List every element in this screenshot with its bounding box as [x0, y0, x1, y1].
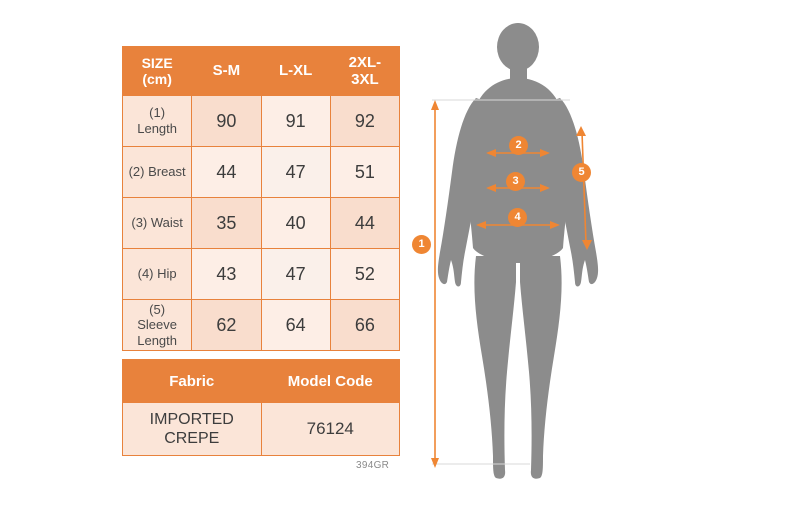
row-label-line1: (2) Breast — [128, 164, 186, 180]
header-size-line1: SIZE — [141, 54, 173, 71]
fabric-value-line1: IMPORTED — [149, 410, 234, 428]
table-row — [123, 198, 400, 249]
cell-hip-l-xl: 47 — [261, 249, 330, 300]
cell-model-code-value: 76124 — [261, 403, 400, 456]
header-cell-size — [123, 47, 192, 96]
cell-breast-2xl-3xl: 51 — [330, 147, 399, 198]
table-row — [123, 300, 400, 351]
cell-waist-l-xl: 40 — [261, 198, 330, 249]
fabric-value-row — [123, 403, 400, 456]
row-label-line1: (1) — [149, 105, 166, 121]
cell-fabric-value — [123, 403, 262, 456]
row-label-line2: Length — [137, 121, 177, 136]
cell-sleeve-s-m: 62 — [192, 300, 261, 351]
header-cell-model-code: Model Code — [261, 360, 400, 403]
sku-label: 394GR — [356, 460, 390, 471]
row-label-line1: (3) Waist — [131, 215, 183, 231]
cell-hip-2xl-3xl: 52 — [330, 249, 399, 300]
marker-5: 5 — [572, 163, 591, 182]
cell-sleeve-2xl-3xl: 66 — [330, 300, 399, 351]
header-cell-2xl-3xl: 2XL- 3XL — [330, 47, 399, 96]
size-table-container — [122, 46, 400, 456]
size-table — [122, 46, 400, 351]
header-cell-s-m: S-M — [192, 47, 261, 96]
cell-waist-s-m: 35 — [192, 198, 261, 249]
row-label-hip — [123, 249, 192, 300]
cell-length-l-xl: 91 — [261, 96, 330, 147]
header-cell-fabric: Fabric — [123, 360, 262, 403]
marker-1: 1 — [412, 235, 431, 254]
row-label-length — [123, 96, 192, 147]
cell-sleeve-l-xl: 64 — [261, 300, 330, 351]
marker-2: 2 — [509, 136, 528, 155]
cell-breast-l-xl: 47 — [261, 147, 330, 198]
row-label-waist — [123, 198, 192, 249]
row-label-line2: Sleeve Length — [137, 317, 177, 348]
cell-breast-s-m: 44 — [192, 147, 261, 198]
row-label-line1: (4) Hip — [137, 266, 177, 282]
table-row — [123, 147, 400, 198]
header-size-line2: (cm) — [142, 71, 172, 87]
cell-length-s-m: 90 — [192, 96, 261, 147]
cell-waist-2xl-3xl: 44 — [330, 198, 399, 249]
cell-hip-s-m: 43 — [192, 249, 261, 300]
row-label-line1: (5) — [149, 301, 166, 317]
table-row — [123, 249, 400, 300]
row-label-sleeve-length — [123, 300, 192, 351]
row-label-breast — [123, 147, 192, 198]
header-cell-l-xl: L-XL — [261, 47, 330, 96]
fabric-value-line2: CREPE — [164, 430, 220, 447]
table-header-row — [123, 47, 400, 96]
marker-4: 4 — [508, 208, 527, 227]
model-figure — [410, 20, 790, 500]
silhouette-diagram — [410, 20, 790, 500]
fabric-table — [122, 359, 400, 456]
fabric-header-row — [123, 360, 400, 403]
marker-3: 3 — [506, 172, 525, 191]
table-row — [123, 96, 400, 147]
cell-length-2xl-3xl: 92 — [330, 96, 399, 147]
female-silhouette-icon — [438, 23, 598, 479]
